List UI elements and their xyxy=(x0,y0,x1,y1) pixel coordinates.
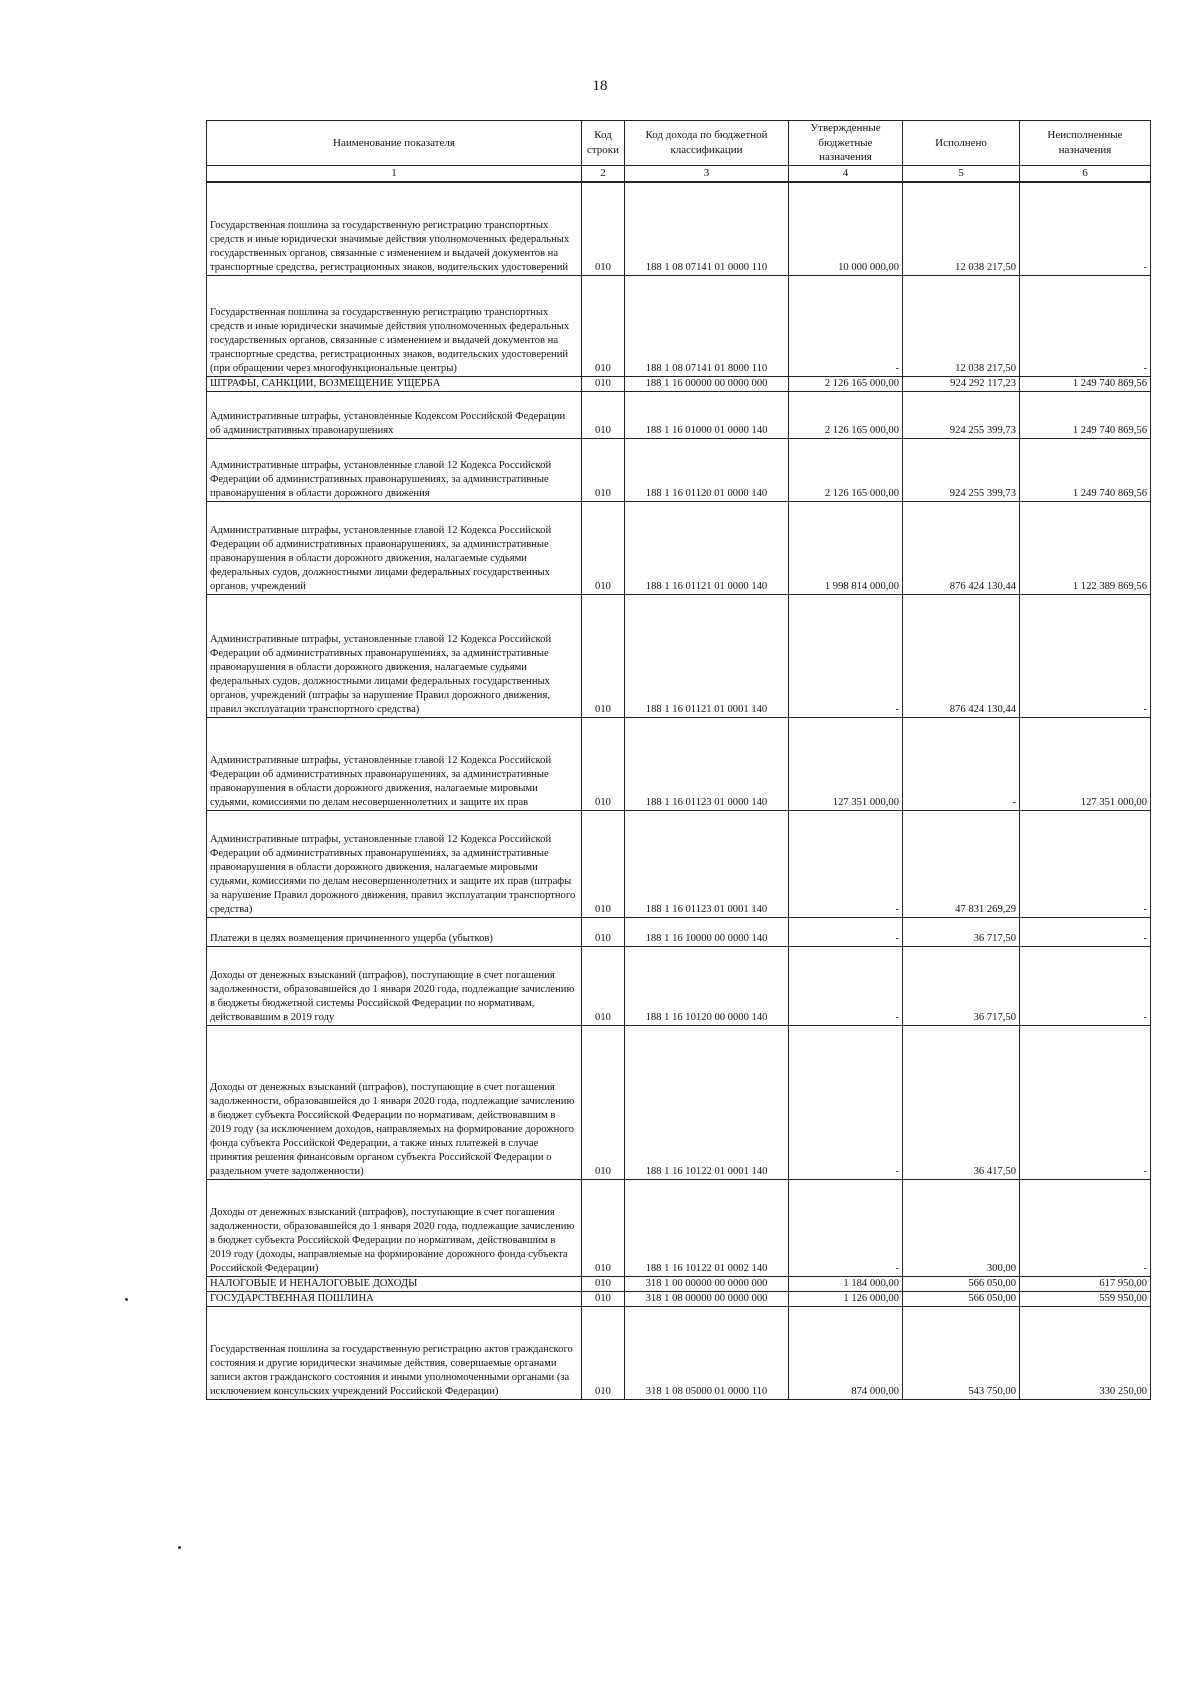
table-row xyxy=(207,1306,1151,1399)
table-body xyxy=(207,182,1151,1400)
table-row xyxy=(207,717,1151,810)
row-name: Платежи в целях возмещения причиненного ущерба (убытков) xyxy=(207,917,582,946)
header-approved: Утвержденные бюджетные назначения xyxy=(789,121,903,166)
row-unexecuted: 1 249 740 869,56 xyxy=(1020,438,1151,501)
header-kbk: Код дохода по бюджетной классификации xyxy=(625,121,789,166)
table-row xyxy=(207,1025,1151,1179)
row-code: 010 xyxy=(582,810,625,917)
row-code: 010 xyxy=(582,1025,625,1179)
row-approved: 874 000,00 xyxy=(789,1306,903,1399)
row-executed: - xyxy=(903,717,1020,810)
header-executed: Исполнено xyxy=(903,121,1020,166)
row-name: Административные штрафы, установленные Кодексом Российской Федерации об административных правонарушениях xyxy=(207,391,582,438)
row-unexecuted: - xyxy=(1020,1025,1151,1179)
column-number: 5 xyxy=(903,166,1020,182)
row-unexecuted: 127 351 000,00 xyxy=(1020,717,1151,810)
row-approved: - xyxy=(789,594,903,717)
row-unexecuted: 617 950,00 xyxy=(1020,1276,1151,1291)
row-executed: 924 255 399,73 xyxy=(903,391,1020,438)
row-kbk: 318 1 08 00000 00 0000 000 xyxy=(625,1291,789,1306)
row-approved: 127 351 000,00 xyxy=(789,717,903,810)
row-kbk: 188 1 16 01000 01 0000 140 xyxy=(625,391,789,438)
header-row xyxy=(207,121,1151,166)
row-code: 010 xyxy=(582,501,625,594)
table-row xyxy=(207,501,1151,594)
table-row xyxy=(207,391,1151,438)
row-code: 010 xyxy=(582,917,625,946)
row-name: Административные штрафы, установленные главой 12 Кодекса Российской Федерации об административных правонарушениях, за административные правонарушения в области дорожного движения xyxy=(207,438,582,501)
table-row xyxy=(207,594,1151,717)
row-kbk: 188 1 16 01121 01 0001 140 xyxy=(625,594,789,717)
table-row xyxy=(207,1179,1151,1276)
row-executed: 36 717,50 xyxy=(903,917,1020,946)
row-code: 010 xyxy=(582,182,625,276)
scan-speck xyxy=(125,1298,128,1301)
row-kbk: 188 1 08 07141 01 0000 110 xyxy=(625,182,789,276)
row-unexecuted: - xyxy=(1020,810,1151,917)
row-code: 010 xyxy=(582,1291,625,1306)
row-name: Административные штрафы, установленные главой 12 Кодекса Российской Федерации об административных правонарушениях, за административные правонарушения в области дорожного движения, налагаемые судьями федеральных судов, должностными лицами федеральных государственных органов, учреждений (штрафы за нарушение Правил дорожного движения, правил эксплуатации транспортного средства) xyxy=(207,594,582,717)
row-executed: 876 424 130,44 xyxy=(903,501,1020,594)
row-executed: 924 292 117,23 xyxy=(903,376,1020,391)
row-code: 010 xyxy=(582,946,625,1025)
row-executed: 300,00 xyxy=(903,1179,1020,1276)
row-executed: 36 717,50 xyxy=(903,946,1020,1025)
row-name: ГОСУДАРСТВЕННАЯ ПОШЛИНА xyxy=(207,1291,582,1306)
row-name: Государственная пошлина за государственную регистрацию актов гражданского состояния и другие юридически значимые действия, совершаемые органами записи актов гражданского состояния и иными уполномоченными органами (за исключением консульских учреждений Российской Федерации) xyxy=(207,1306,582,1399)
row-approved: - xyxy=(789,917,903,946)
scan-speck xyxy=(178,1546,181,1549)
table-row xyxy=(207,810,1151,917)
row-name: Доходы от денежных взысканий (штрафов), поступающие в счет погашения задолженности, образовавшейся до 1 января 2020 года, подлежащие зачислению в бюджет субъекта Российской Федерации по нормативам, действовавшим в 2019 году (за исключением доходов, направляемых на формирование дорожного фонда субъекта Российской Федерации, а также иных платежей в случае принятия решения финансовым органом субъекта Российской Федерации о раздельном учете задолженности) xyxy=(207,1025,582,1179)
row-approved: 1 184 000,00 xyxy=(789,1276,903,1291)
table-row xyxy=(207,946,1151,1025)
row-approved: 2 126 165 000,00 xyxy=(789,376,903,391)
row-name: Государственная пошлина за государственную регистрацию транспортных средств и иные юридически значимые действия уполномоченных федеральных государственных органов, связанные с изменением и выдачей документов на транспортные средства, регистрационных знаков, водительских удостоверений xyxy=(207,182,582,276)
row-unexecuted: 330 250,00 xyxy=(1020,1306,1151,1399)
row-kbk: 318 1 00 00000 00 0000 000 xyxy=(625,1276,789,1291)
row-code: 010 xyxy=(582,391,625,438)
row-kbk: 188 1 16 10000 00 0000 140 xyxy=(625,917,789,946)
row-unexecuted: - xyxy=(1020,917,1151,946)
row-executed: 566 050,00 xyxy=(903,1276,1020,1291)
row-executed: 543 750,00 xyxy=(903,1306,1020,1399)
row-executed: 12 038 217,50 xyxy=(903,275,1020,376)
revenue-table xyxy=(206,120,1151,1400)
row-kbk: 188 1 16 01123 01 0001 140 xyxy=(625,810,789,917)
column-number: 4 xyxy=(789,166,903,182)
row-name: Административные штрафы, установленные главой 12 Кодекса Российской Федерации об административных правонарушениях, за административные правонарушения в области дорожного движения, налагаемые мировыми судьями, комиссиями по делам несовершеннолетних и защите их прав xyxy=(207,717,582,810)
row-unexecuted: - xyxy=(1020,182,1151,276)
row-code: 010 xyxy=(582,1306,625,1399)
row-unexecuted: - xyxy=(1020,275,1151,376)
table-row xyxy=(207,275,1151,376)
row-code: 010 xyxy=(582,275,625,376)
row-kbk: 188 1 16 10120 00 0000 140 xyxy=(625,946,789,1025)
row-name: Государственная пошлина за государственную регистрацию транспортных средств и иные юридически значимые действия уполномоченных федеральных государственных органов, связанные с изменением и выдачей документов на транспортные средства, регистрационных знаков, водительских удостоверений (при обращении через многофункциональные центры) xyxy=(207,275,582,376)
row-approved: - xyxy=(789,1025,903,1179)
row-name: Административные штрафы, установленные главой 12 Кодекса Российской Федерации об административных правонарушениях, за административные правонарушения в области дорожного движения, налагаемые судьями федеральных судов, должностными лицами федеральных государственных органов, учреждений xyxy=(207,501,582,594)
row-code: 010 xyxy=(582,1179,625,1276)
header-name: Наименование показателя xyxy=(207,121,582,166)
page-number: 18 xyxy=(592,78,608,94)
table-row xyxy=(207,376,1151,391)
column-number: 1 xyxy=(207,166,582,182)
row-kbk: 188 1 16 01121 01 0000 140 xyxy=(625,501,789,594)
table-row xyxy=(207,1291,1151,1306)
table-row xyxy=(207,1276,1151,1291)
row-code: 010 xyxy=(582,438,625,501)
row-executed: 876 424 130,44 xyxy=(903,594,1020,717)
row-unexecuted: 1 249 740 869,56 xyxy=(1020,391,1151,438)
row-code: 010 xyxy=(582,594,625,717)
column-number: 3 xyxy=(625,166,789,182)
row-kbk: 188 1 08 07141 01 8000 110 xyxy=(625,275,789,376)
row-approved: - xyxy=(789,946,903,1025)
row-unexecuted: - xyxy=(1020,1179,1151,1276)
row-approved: 1 126 000,00 xyxy=(789,1291,903,1306)
row-executed: 36 417,50 xyxy=(903,1025,1020,1179)
row-approved: - xyxy=(789,1179,903,1276)
header-unexecuted: Неисполненные назначения xyxy=(1020,121,1151,166)
row-name: НАЛОГОВЫЕ И НЕНАЛОГОВЫЕ ДОХОДЫ xyxy=(207,1276,582,1291)
row-unexecuted: - xyxy=(1020,946,1151,1025)
row-unexecuted: - xyxy=(1020,594,1151,717)
row-kbk: 318 1 08 05000 01 0000 110 xyxy=(625,1306,789,1399)
row-executed: 47 831 269,29 xyxy=(903,810,1020,917)
row-approved: 10 000 000,00 xyxy=(789,182,903,276)
row-kbk: 188 1 16 00000 00 0000 000 xyxy=(625,376,789,391)
row-approved: 2 126 165 000,00 xyxy=(789,391,903,438)
row-executed: 924 255 399,73 xyxy=(903,438,1020,501)
row-code: 010 xyxy=(582,376,625,391)
row-unexecuted: 1 122 389 869,56 xyxy=(1020,501,1151,594)
row-approved: - xyxy=(789,810,903,917)
column-number-row xyxy=(207,166,1151,182)
column-number: 2 xyxy=(582,166,625,182)
table-row xyxy=(207,917,1151,946)
row-kbk: 188 1 16 01120 01 0000 140 xyxy=(625,438,789,501)
table-row xyxy=(207,438,1151,501)
table-row xyxy=(207,182,1151,276)
row-name: Доходы от денежных взысканий (штрафов), поступающие в счет погашения задолженности, образовавшейся до 1 января 2020 года, подлежащие зачислению в бюджеты бюджетной системы Российской Федерации по нормативам, действовавшим в 2019 году xyxy=(207,946,582,1025)
row-approved: - xyxy=(789,275,903,376)
row-executed: 12 038 217,50 xyxy=(903,182,1020,276)
row-name: Доходы от денежных взысканий (штрафов), поступающие в счет погашения задолженности, образовавшейся до 1 января 2020 года, подлежащие зачислению в бюджет субъекта Российской Федерации по нормативам, действовавшим в 2019 году (доходы, направляемые на формирование дорожного фонда субъекта Российской Федерации) xyxy=(207,1179,582,1276)
row-kbk: 188 1 16 01123 01 0000 140 xyxy=(625,717,789,810)
row-unexecuted: 1 249 740 869,56 xyxy=(1020,376,1151,391)
row-approved: 1 998 814 000,00 xyxy=(789,501,903,594)
row-name: Административные штрафы, установленные главой 12 Кодекса Российской Федерации об административных правонарушениях, за административные правонарушения в области дорожного движения, налагаемые мировыми судьями, комиссиями по делам несовершеннолетних и защите их прав (штрафы за нарушение Правил дорожного движения, правил эксплуатации транспортного средства) xyxy=(207,810,582,917)
row-code: 010 xyxy=(582,1276,625,1291)
row-kbk: 188 1 16 10122 01 0001 140 xyxy=(625,1025,789,1179)
column-number: 6 xyxy=(1020,166,1151,182)
row-code: 010 xyxy=(582,717,625,810)
row-approved: 2 126 165 000,00 xyxy=(789,438,903,501)
row-kbk: 188 1 16 10122 01 0002 140 xyxy=(625,1179,789,1276)
header-row-code: Код строки xyxy=(582,121,625,166)
row-executed: 566 050,00 xyxy=(903,1291,1020,1306)
row-name: ШТРАФЫ, САНКЦИИ, ВОЗМЕЩЕНИЕ УЩЕРБА xyxy=(207,376,582,391)
row-unexecuted: 559 950,00 xyxy=(1020,1291,1151,1306)
